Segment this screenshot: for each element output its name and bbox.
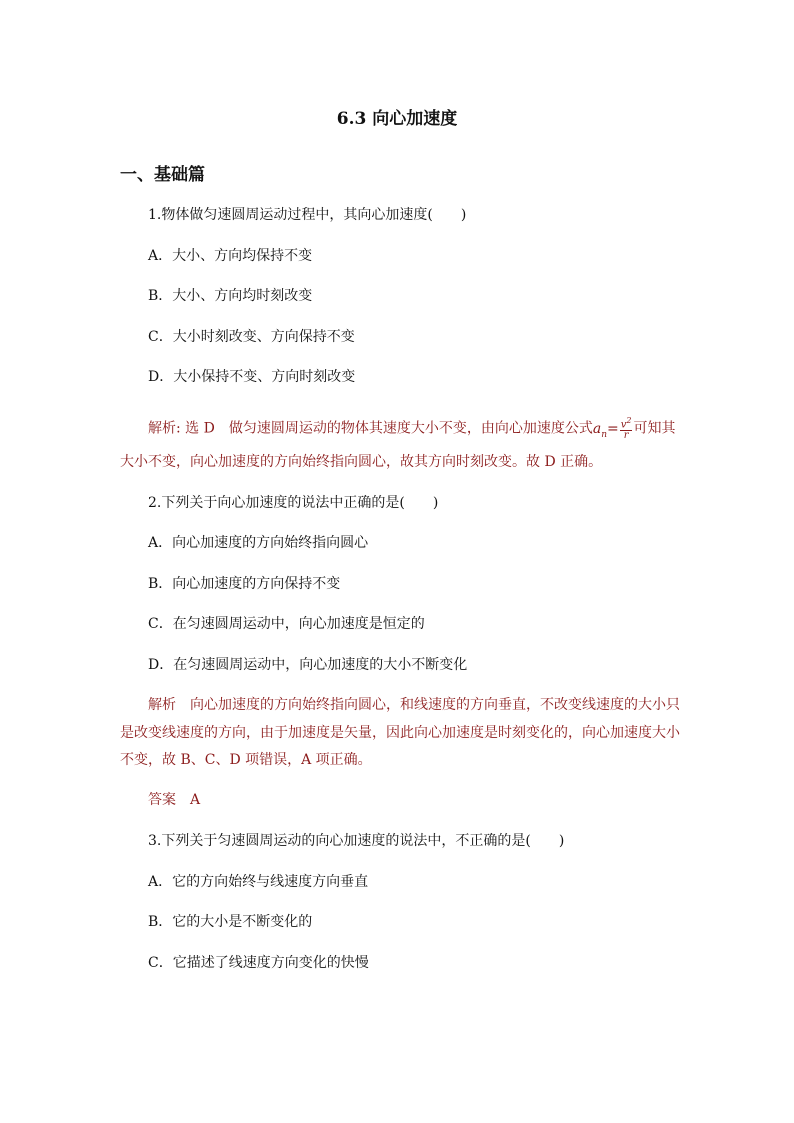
- formula-equals: =: [607, 420, 619, 437]
- numerator-exponent: 2: [626, 416, 632, 425]
- question-1-analysis: [148, 416, 675, 444]
- formula-symbol: a: [592, 420, 602, 437]
- analysis-text: 解析: 选 D 做匀速圆周运动的物体其速度大小不变，由向心加速度公式: [148, 420, 593, 437]
- formula-subscript: n: [601, 429, 607, 440]
- numerator-v: v: [620, 419, 627, 431]
- acceleration-formula: [592, 416, 634, 442]
- question-1-stem: 1.物体做匀速圆周运动过程中，其向心加速度( ): [148, 207, 467, 223]
- formula-numerator: [620, 416, 633, 431]
- formula-denominator: r: [623, 430, 629, 442]
- question-2-option-d: D．在匀速圆周运动中，向心加速度的大小不断变化: [148, 657, 468, 673]
- question-2-stem: 2.下列关于向心加速度的说法中正确的是( ): [148, 495, 439, 511]
- question-1-analysis-line-2: 大小不变，向心加速度的方向始终指向圆心，故其方向时刻改变。故 D 正确。: [120, 454, 603, 470]
- question-1-option-b: B．大小、方向均时刻改变: [148, 288, 313, 304]
- formula-fraction: [620, 416, 633, 441]
- question-1-option-d: D．大小保持不变、方向时刻改变: [148, 369, 356, 385]
- question-3-option-a: A．它的方向始终与线速度方向垂直: [148, 874, 369, 890]
- question-2-option-a: A．向心加速度的方向始终指向圆心: [148, 535, 369, 551]
- question-3-option-b: B．它的大小是不断变化的: [148, 914, 313, 930]
- question-3-stem: 3.下列关于匀速圆周运动的向心加速度的说法中，不正确的是( ): [148, 833, 565, 849]
- question-2-answer: 答案 A: [148, 792, 201, 808]
- question-3-option-c: C．它描述了线速度方向变化的快慢: [148, 955, 369, 971]
- page-title: 6.3 向心加速度: [336, 109, 458, 129]
- analysis-text-cont: 可知其: [633, 420, 676, 437]
- question-1-option-a: A．大小、方向均保持不变: [148, 248, 313, 264]
- question-2-analysis-line-1: 解析 向心加速度的方向始终指向圆心，和线速度的方向垂直，不改变线速度的大小只: [148, 697, 680, 713]
- question-2-option-c: C．在匀速圆周运动中，向心加速度是恒定的: [148, 616, 425, 632]
- question-2-analysis-line-2: 是改变线速度的方向，由于加速度是矢量，因此向心加速度是时刻变化的，向心加速度大小: [120, 725, 680, 741]
- question-1-option-c: C．大小时刻改变、方向保持不变: [148, 329, 355, 345]
- question-2-option-b: B．向心加速度的方向保持不变: [148, 576, 341, 592]
- section-heading: 一、基础篇: [120, 165, 205, 185]
- question-2-analysis-line-3: 不变，故 B、C、D 项错误，A 项正确。: [120, 752, 372, 768]
